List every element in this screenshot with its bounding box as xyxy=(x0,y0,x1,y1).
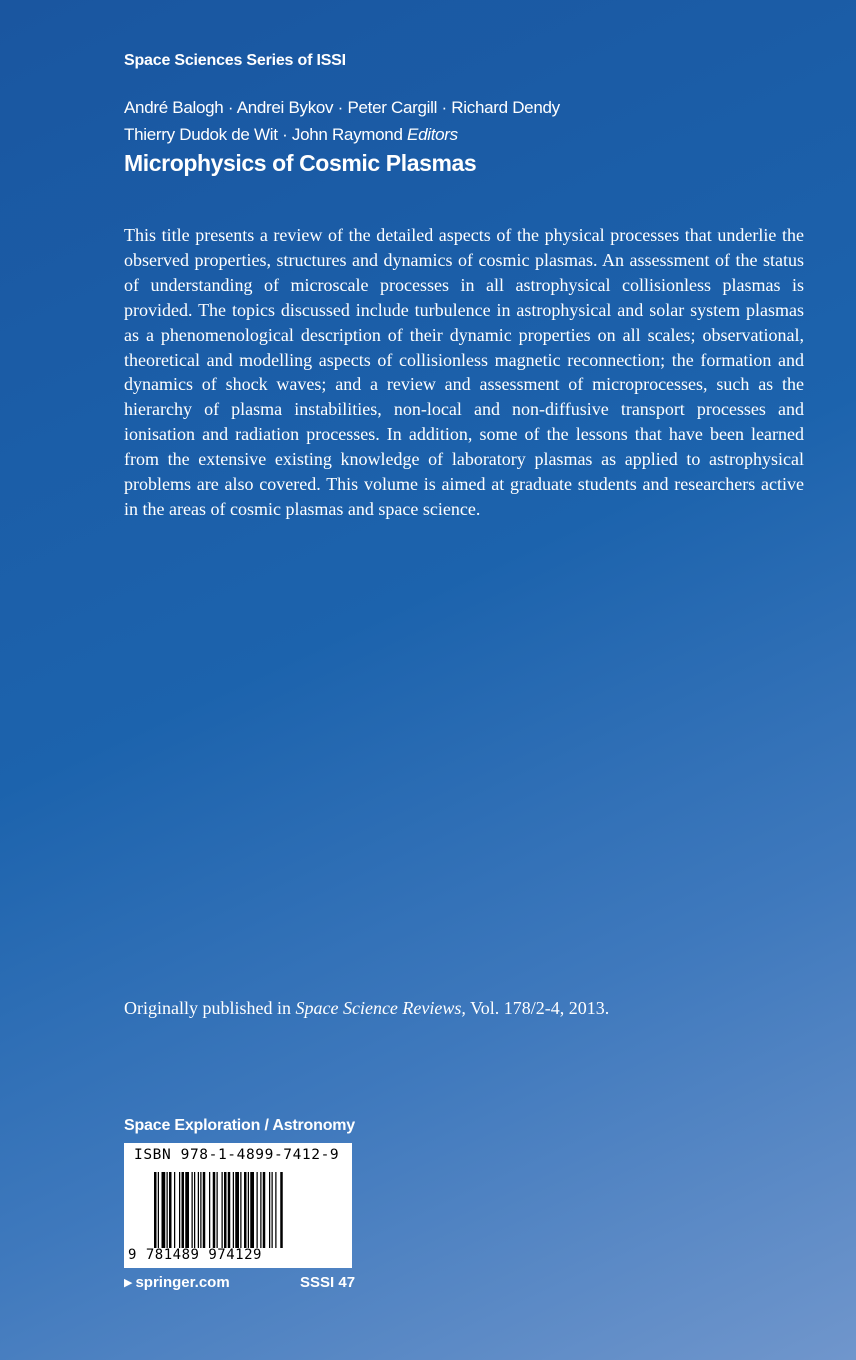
publisher-website-text: springer.com xyxy=(135,1274,230,1291)
journal-name: Space Science Reviews, xyxy=(295,998,466,1018)
isbn-barcode xyxy=(124,1143,352,1268)
barcode-bar xyxy=(244,1172,247,1248)
barcode-bar xyxy=(154,1172,157,1248)
series-code: SSSI 47 xyxy=(300,1274,356,1291)
barcode-bar xyxy=(235,1172,239,1248)
barcode-bar xyxy=(167,1172,168,1248)
barcode-digits: 9 781489 974129 xyxy=(128,1247,262,1263)
barcode-bar xyxy=(200,1172,201,1248)
arrow-right-icon: ▶ xyxy=(124,1277,133,1289)
original-publication-note xyxy=(124,998,609,1019)
isbn-label: ISBN 978-1-4899-7412-9 xyxy=(134,1147,340,1163)
barcode-bar xyxy=(174,1172,175,1248)
original-publication-prefix: Originally published in xyxy=(124,998,291,1018)
barcode-bar xyxy=(260,1172,261,1248)
barcode-bar xyxy=(203,1172,206,1248)
barcode-bar xyxy=(162,1172,166,1248)
barcode-bar xyxy=(280,1172,283,1248)
barcode-bar xyxy=(248,1172,249,1248)
barcode-bar xyxy=(194,1172,195,1248)
authors-line-1: André Balogh · Andrei Bykov · Peter Cargill · Richard Dendy xyxy=(124,98,560,117)
barcode-bar xyxy=(263,1172,266,1248)
barcode-bar xyxy=(198,1172,199,1248)
original-publication-suffix: Vol. 178/2-4, 2013. xyxy=(470,998,610,1018)
barcode-bar xyxy=(182,1172,185,1248)
book-title: Microphysics of Cosmic Plasmas xyxy=(124,150,477,176)
publisher-website xyxy=(124,1274,230,1291)
barcode-bar xyxy=(213,1172,216,1248)
barcode-bar xyxy=(209,1172,210,1248)
authors-line-2 xyxy=(124,121,560,148)
barcode-bar xyxy=(240,1172,241,1248)
editors-list xyxy=(124,94,560,148)
barcode-bar xyxy=(275,1172,276,1248)
barcode-bar xyxy=(228,1172,231,1248)
barcode-bar xyxy=(192,1172,193,1248)
authors-line-2-names: Thierry Dudok de Wit · John Raymond xyxy=(124,125,403,144)
barcode-bar xyxy=(179,1172,180,1248)
barcode-bar xyxy=(250,1172,254,1248)
barcode-bar xyxy=(269,1172,270,1248)
barcode-bar xyxy=(217,1172,218,1248)
barcode-bar xyxy=(222,1172,223,1248)
barcode-bar xyxy=(233,1172,234,1248)
barcode-bar xyxy=(158,1172,159,1248)
subject-category: Space Exploration / Astronomy xyxy=(124,1117,355,1134)
barcode-bar xyxy=(169,1172,172,1248)
barcode-bar xyxy=(272,1172,273,1248)
editors-label: Editors xyxy=(407,125,458,144)
barcode-bar xyxy=(185,1172,189,1248)
barcode-bar xyxy=(257,1172,258,1248)
series-name: Space Sciences Series of ISSI xyxy=(124,52,346,69)
barcode-bar xyxy=(224,1172,227,1248)
barcode-bars xyxy=(154,1172,322,1252)
book-description: This title presents a review of the detailed aspects of the physical processes that underlie the observed properties, structures and dynamics of cosmic plasmas. An assessment of the status of understanding of microscale processes in all astrophysical collisionless plasmas is provided. The topics discussed include turbulence in astrophysical and solar system plasmas as a phenomenological description of their dynamic properties on all scales; observational, theoretical and modelling aspects of collisionless magnetic reconnection; the formation and dynamics of shock waves; and a review and assessment of microprocesses, such as the hierarchy of plasma instabilities, non-local and non-diffusive transport processes and ionisation and radiation processes. In addition, some of the lessons that have been learned from the extensive existing knowledge of laboratory plasmas as applied to astrophysical problems are also covered. This volume is aimed at graduate students and researchers active in the areas of cosmic plasmas and space science. xyxy=(124,225,804,519)
